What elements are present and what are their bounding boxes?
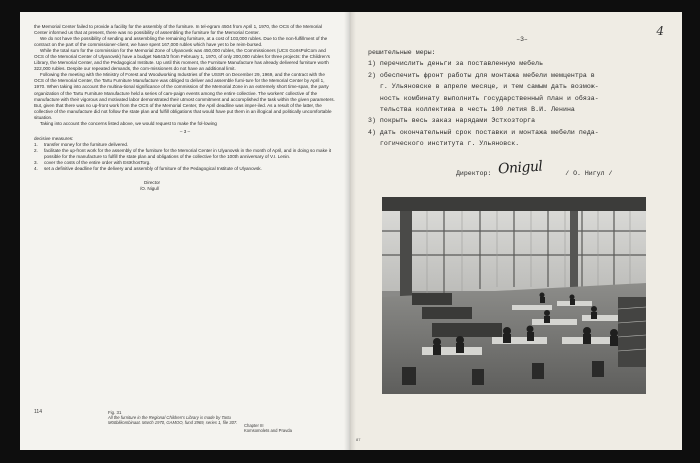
right-page bbox=[350, 12, 682, 450]
handwritten-page-number: 4 bbox=[656, 24, 664, 38]
director-name: / О. Нигул / bbox=[565, 169, 613, 177]
library-interior-image bbox=[382, 197, 646, 394]
typescript-line: 2) обеспечить фронт работы для монтажа мебели мемцентра в bbox=[368, 71, 595, 79]
chapter-label: Chapter III bbox=[244, 423, 264, 428]
figure-caption bbox=[108, 410, 258, 426]
page-marker: – 3 – bbox=[179, 128, 191, 134]
list-item: 1. transfer money for the furniture delivered. bbox=[34, 141, 129, 147]
russian-typescript bbox=[368, 47, 666, 150]
director-label: Director bbox=[144, 180, 161, 186]
paragraph: Following the meeting with the Ministry of Forest and Woodworking Industries of the USSR on December 29, 1969, and the contract with the OCS of the Memorial Center, the Tartu Furniture Manufacture was obliged to deliver and assemble furni-ture for the Memorial Center by April 1, 1970. When taking into account the multina-tional significance of the commission of the Memorial Zone in an extremely short time-span, the party organization of the Tartu Furniture Manufacture held a series of cam-paign events among the entire collective. The workers' collective of the manufacture with their vigorous and motivated labor demonstrated their utmost commitment and accomplished the task within the given parameters. But, given that there was no up-front work from the OCS of the Memorial Center, the April deadline was imper-iled. As a result of the latter, the collective of the manufacture did not follow the state plan and fulfill obligations that would have put them in an illogical and politically uncomfortable situation. bbox=[34, 72, 335, 120]
page-number: –3– bbox=[516, 36, 528, 43]
chapter-title: Komsomolets and Pravda bbox=[244, 428, 292, 434]
director-block bbox=[368, 158, 666, 178]
left-page bbox=[20, 12, 350, 450]
director-signature-block bbox=[34, 180, 336, 192]
list-item: 3. cover the costs of the entire order with EstKhosTorg. bbox=[34, 160, 151, 166]
figure-caption-text: All the furniture in the Regional Children's Library is made by Tartu Mööblikombinaat. March 1970, GAMOO, fund 3969, series 1, file 307. bbox=[108, 415, 238, 426]
typescript-line: 4) дать окончательный срок поставки и монтажа мебели педа- bbox=[368, 128, 599, 136]
paragraph: the Memorial Center failed to provide a facility for the assembly of the furniture. In tel-egram 4504 from April 1, 1970, the OCS of the Memorial Center informed us that at present, there was no possibility of assembling the furniture for the Memorial Center. bbox=[34, 24, 323, 36]
typescript-line: 1) перечислить деньги за поставленную мебель bbox=[368, 60, 544, 68]
list-item: 2. facilitate the up-front work for the assembly of the furniture for the Memorial Center in Ulyanovsk in the month of April, and in doing so make it possible for the manufacture to fulfill the state plan and obligations of the collective for the 100th anniversary of V.I. Lenin. bbox=[34, 147, 331, 159]
director-name: /O. Nigul/ bbox=[140, 186, 160, 192]
paragraph: While the total sum for the commission for the Memorial Zone of Ulyanovsk was 450,000 rubles, the Commissioners (UCS GorIsPolCom and OCS of the Memorial Center of Ulyanovsk) have a budget №643/3 from February 1, 1970, of only 200,000 rubles for three projects: the Children's Library, the Memorial Center, and the Pedagogical Institute. Up until this moment, the Furniture Manufacture has already delivered furniture worth 322,000 rubles. Despite our repeated demands, the com-missioners do not have an additional limit. bbox=[34, 48, 330, 72]
library-photo bbox=[382, 197, 646, 394]
english-translation bbox=[34, 24, 336, 192]
typescript-line: решительные меры: bbox=[368, 49, 436, 56]
figure-label: Fig. 31 bbox=[108, 410, 122, 415]
folio: 114 bbox=[34, 409, 42, 415]
typescript-line: тельства коллектива в честь 100 летия В.И. Ленина bbox=[368, 106, 575, 114]
decisive-heading: decisive measures: bbox=[34, 135, 74, 141]
paragraph: Taking into account the concerns listed above, we would request to make the fol-lowing bbox=[40, 120, 217, 126]
paragraph: We do not have the possibility of sending and assembling the remaining furniture, at a cost of 103,000 rubles. Due to the non-fulfillment of the contract on the part of the commissioner-client, we have spent 167,000 rubles which have yet to be reim-bursed. bbox=[34, 36, 328, 48]
list-item: 4. set a definitive deadline for the delivery and assembly of furniture of the Pedagogical Institute of Ulyanovsk. bbox=[34, 166, 262, 172]
director-label: Директор: bbox=[456, 169, 492, 177]
handwritten-signature: Onigul bbox=[497, 158, 543, 178]
chapter-info bbox=[244, 423, 292, 433]
folio: 87 bbox=[356, 437, 361, 442]
typescript-line: г. Ульяновске в апреле месяце, и тем самым дать возмож- bbox=[368, 83, 599, 91]
typescript-line: 3) покрыть весь заказ нарядами Эстхозторга bbox=[368, 117, 536, 125]
typescript-line: гогического института г. Ульяновск. bbox=[368, 140, 520, 148]
typescript-line: ность комбинату выполнить государственный план и обяза- bbox=[368, 94, 599, 102]
measures-list bbox=[34, 142, 336, 172]
